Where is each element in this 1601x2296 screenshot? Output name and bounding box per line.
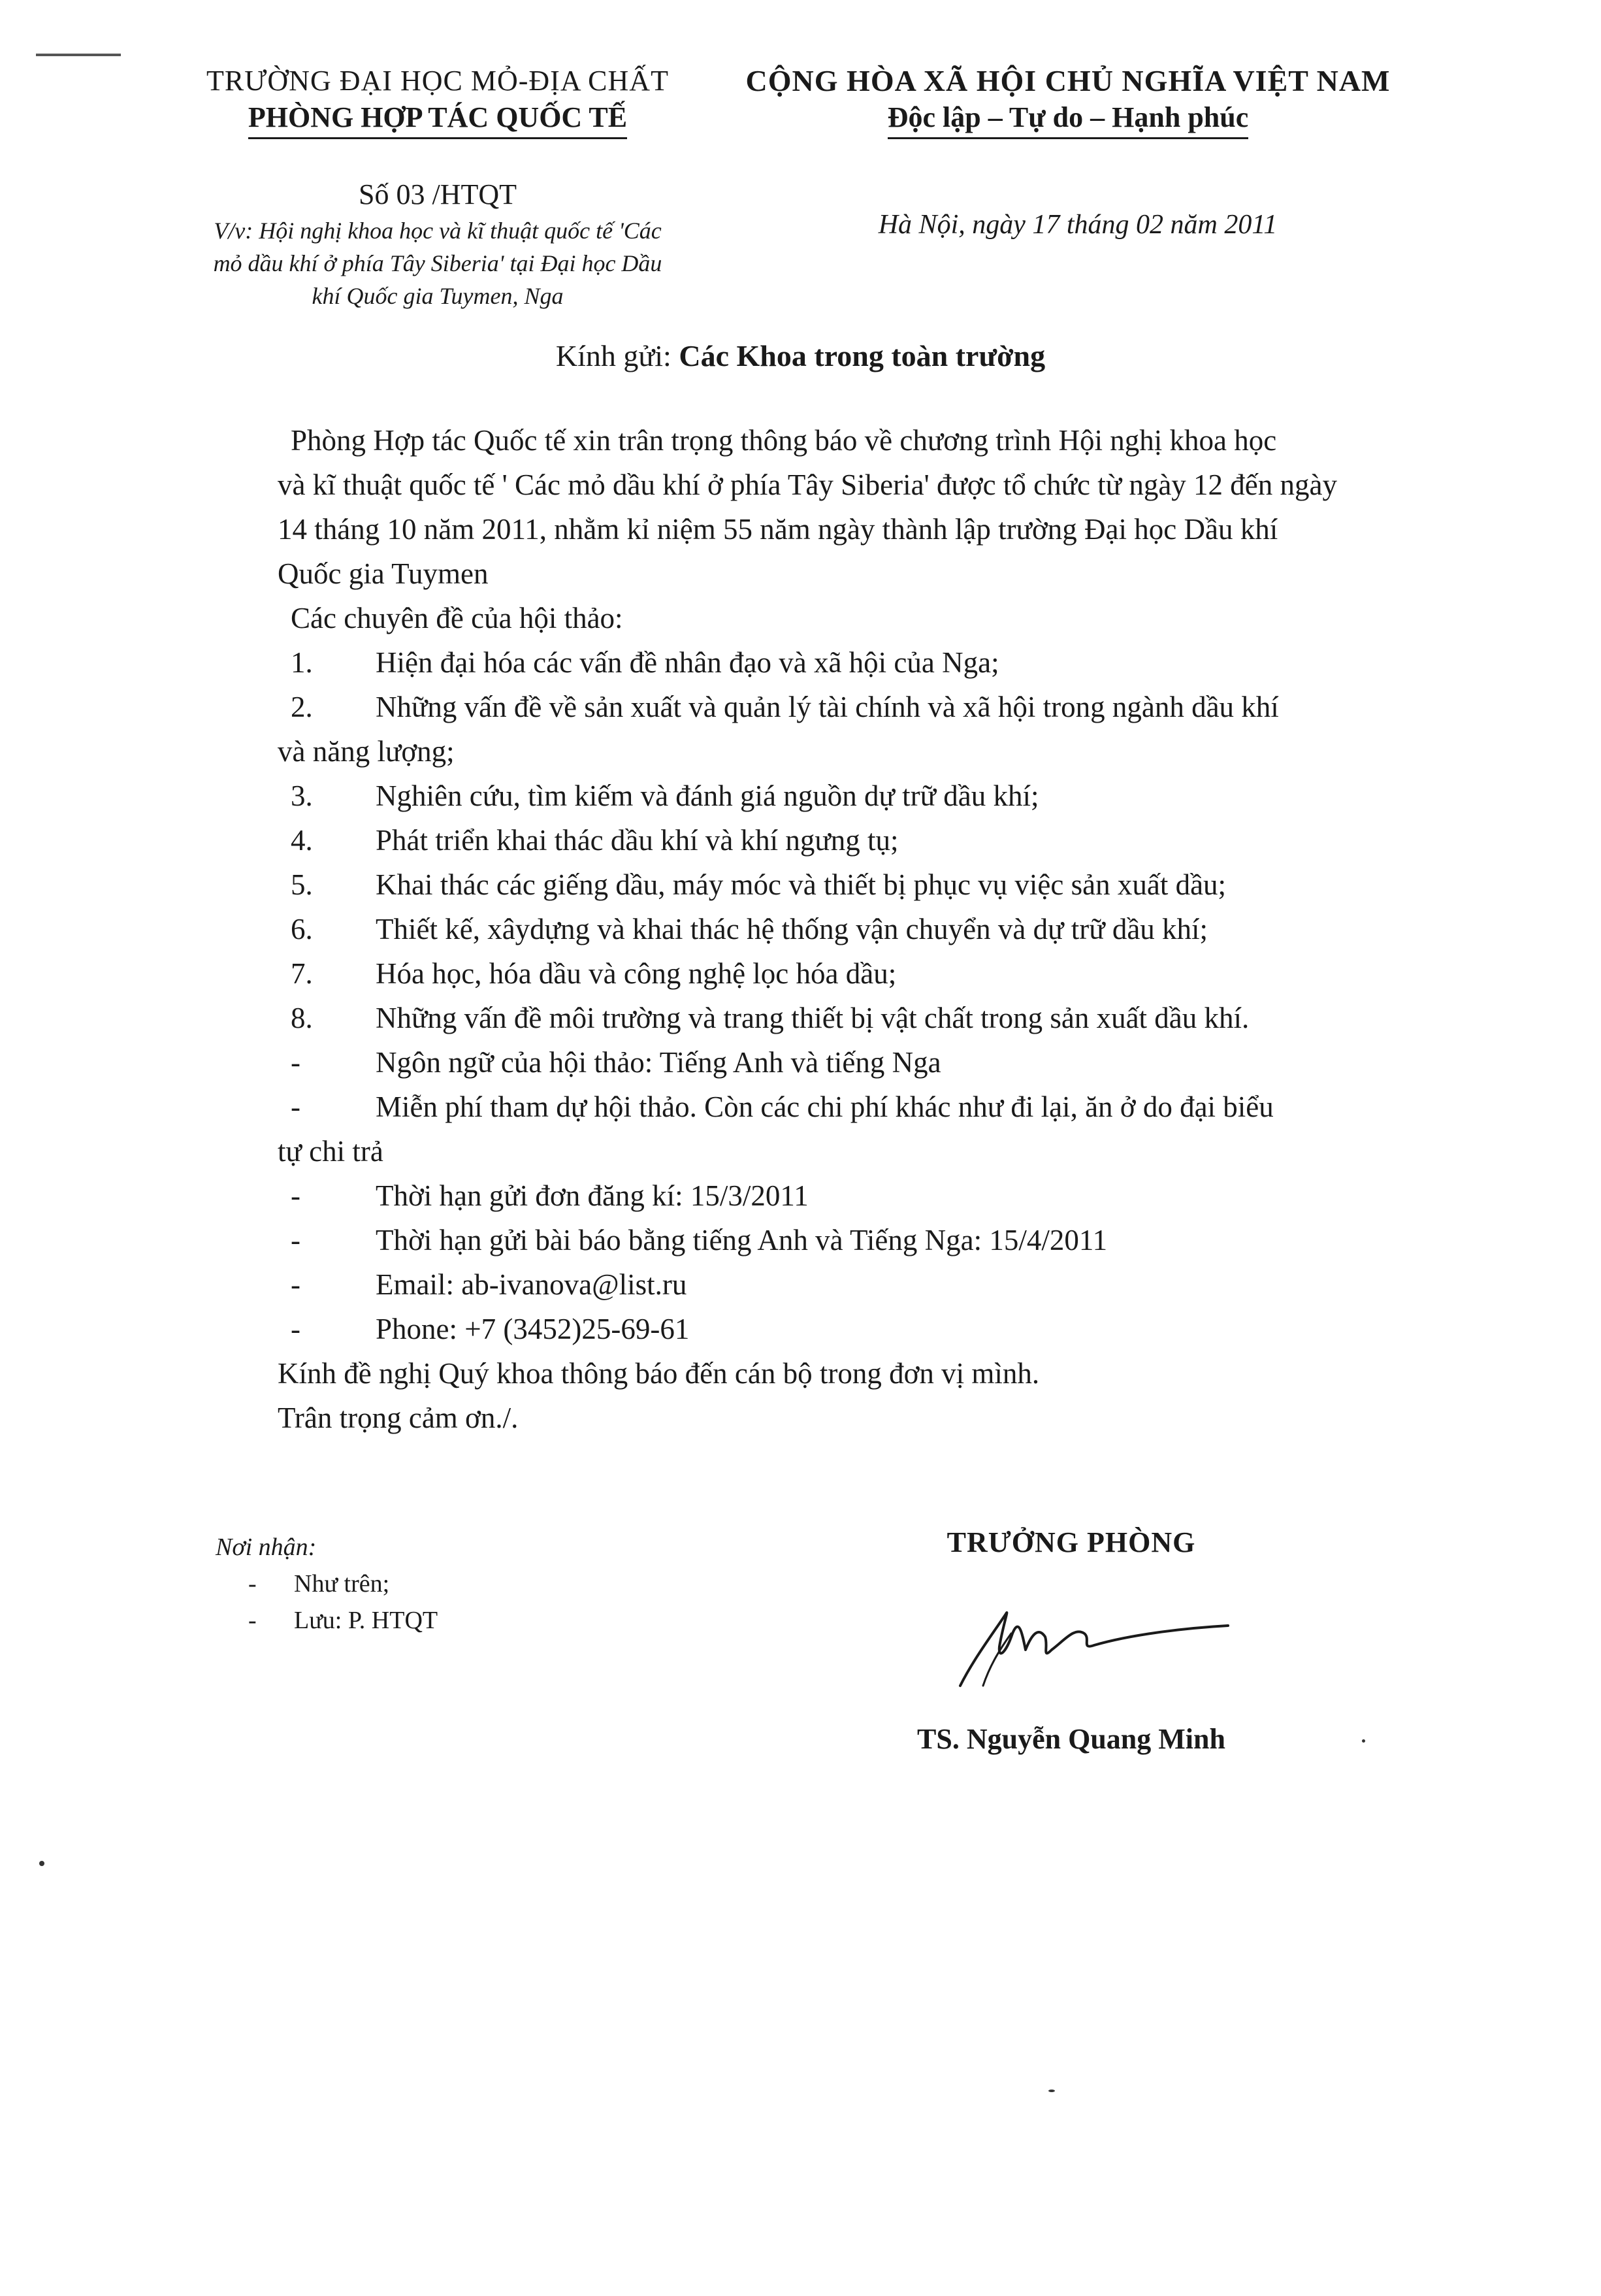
list-item-wrap: tự chi trả — [278, 1135, 383, 1168]
list-item: 8. Những vấn đề môi trường và trang thiết bị vật chất trong sản xuất dầu khí. — [291, 1002, 1250, 1034]
signature-block — [843, 1526, 1300, 1756]
closing-line: Kính đề nghị Quý khoa thông báo đến cán bộ trong đơn vị mình. — [278, 1357, 1040, 1390]
closing — [278, 1351, 1440, 1440]
list-item: - Như trên; — [248, 1570, 390, 1598]
salutation-recipient: Các Khoa trong toàn trường — [679, 339, 1046, 372]
signer-name: TS. Nguyễn Quang Minh — [917, 1723, 1225, 1755]
topics-list — [278, 640, 1440, 1040]
salutation — [0, 338, 1601, 373]
scan-speck — [1048, 2090, 1055, 2092]
list-item: 7. Hóa học, hóa dầu và công nghệ lọc hóa dầu; — [291, 957, 897, 990]
list-item: 3. Nghiên cứu, tìm kiếm và đánh giá nguồn dự trữ dầu khí; — [291, 779, 1039, 812]
letter-body — [278, 418, 1440, 1440]
department-name: PHÒNG HỢP TÁC QUỐC TẾ — [248, 99, 627, 139]
handwritten-signature-icon — [934, 1588, 1235, 1699]
intro-line: và kĩ thuật quốc tế ' Các mỏ dầu khí ở phía Tây Siberia' được tổ chức từ ngày 12 đến ngày — [278, 468, 1337, 501]
subject-line: khí Quốc gia Tuymen, Nga — [312, 283, 564, 309]
list-item: 6. Thiết kế, xâydựng và khai thác hệ thống vận chuyển và dự trữ dầu khí; — [291, 913, 1208, 945]
list-item: - Miễn phí tham dự hội thảo. Còn các chi phí khác như đi lại, ăn ở do đại biểu — [291, 1091, 1274, 1123]
document-number: Số 03 /HTQT — [359, 178, 517, 210]
country-name: CỘNG HÒA XÃ HỘI CHỦ NGHĨA VIỆT NAM — [745, 64, 1391, 97]
list-item: 5. Khai thác các giếng dầu, máy móc và thiết bị phục vụ việc sản xuất dầu; — [291, 868, 1227, 901]
list-item: - Thời hạn gửi đơn đăng kí: 15/3/2011 — [291, 1179, 809, 1212]
subject-line: mỏ dầu khí ở phía Tây Siberia' tại Đại học Dầu — [213, 250, 662, 276]
organization-header — [157, 63, 719, 139]
scan-speck — [39, 1861, 44, 1866]
recipients-title: Nơi nhận: — [216, 1533, 317, 1561]
intro-line: 14 tháng 10 năm 2011, nhằm kỉ niệm 55 năm ngày thành lập trường Đại học Dầu khí — [278, 513, 1278, 546]
list-item: 1. Hiện đại hóa các vấn đề nhân đạo và xã hội của Nga; — [291, 646, 999, 679]
list-item: - Email: ab-ivanova@list.ru — [291, 1268, 687, 1301]
intro-first-line: Phòng Hợp tác Quốc tế xin trân trọng thông báo về chương trình Hội nghị khoa học — [291, 424, 1277, 457]
list-item: - Phone: +7 (3452)25-69-61 — [291, 1313, 690, 1345]
scan-mark — [36, 54, 121, 56]
topics-heading: Các chuyên đề của hội thảo: — [291, 602, 623, 634]
list-item: - Lưu: P. HTQT — [248, 1607, 438, 1634]
salutation-prefix: Kính gửi: — [555, 339, 671, 372]
national-motto: Độc lập – Tự do – Hạnh phúc — [888, 99, 1249, 139]
list-item: - Thời hạn gửi bài báo bằng tiếng Anh và Tiếng Nga: 15/4/2011 — [291, 1224, 1108, 1256]
recipients-block — [216, 1529, 673, 1639]
national-header — [738, 63, 1398, 139]
university-name: TRƯỜNG ĐẠI HỌC MỎ-ĐỊA CHẤT — [206, 65, 669, 97]
notes-list — [278, 1040, 1440, 1351]
scan-speck — [1362, 1739, 1365, 1743]
subject-line: V/v: Hội nghị khoa học và kĩ thuật quốc tế 'Các — [214, 218, 662, 244]
list-item: - Ngôn ngữ của hội thảo: Tiếng Anh và tiếng Nga — [291, 1046, 941, 1079]
document-date: Hà Nội, ngày 17 tháng 02 năm 2011 — [878, 210, 1278, 240]
signer-title: TRƯỞNG PHÒNG — [946, 1526, 1196, 1558]
intro-line: Quốc gia Tuymen — [278, 557, 489, 590]
document-reference — [157, 175, 719, 312]
closing-line: Trân trọng cảm ơn./. — [278, 1402, 519, 1434]
list-item: 2. Những vấn đề về sản xuất và quản lý tài chính và xã hội trong ngành dầu khí — [291, 691, 1279, 723]
list-item: 4. Phát triển khai thác dầu khí và khí ngưng tụ; — [291, 824, 899, 857]
document-subject — [157, 214, 719, 312]
list-item-wrap: và năng lượng; — [278, 735, 455, 768]
